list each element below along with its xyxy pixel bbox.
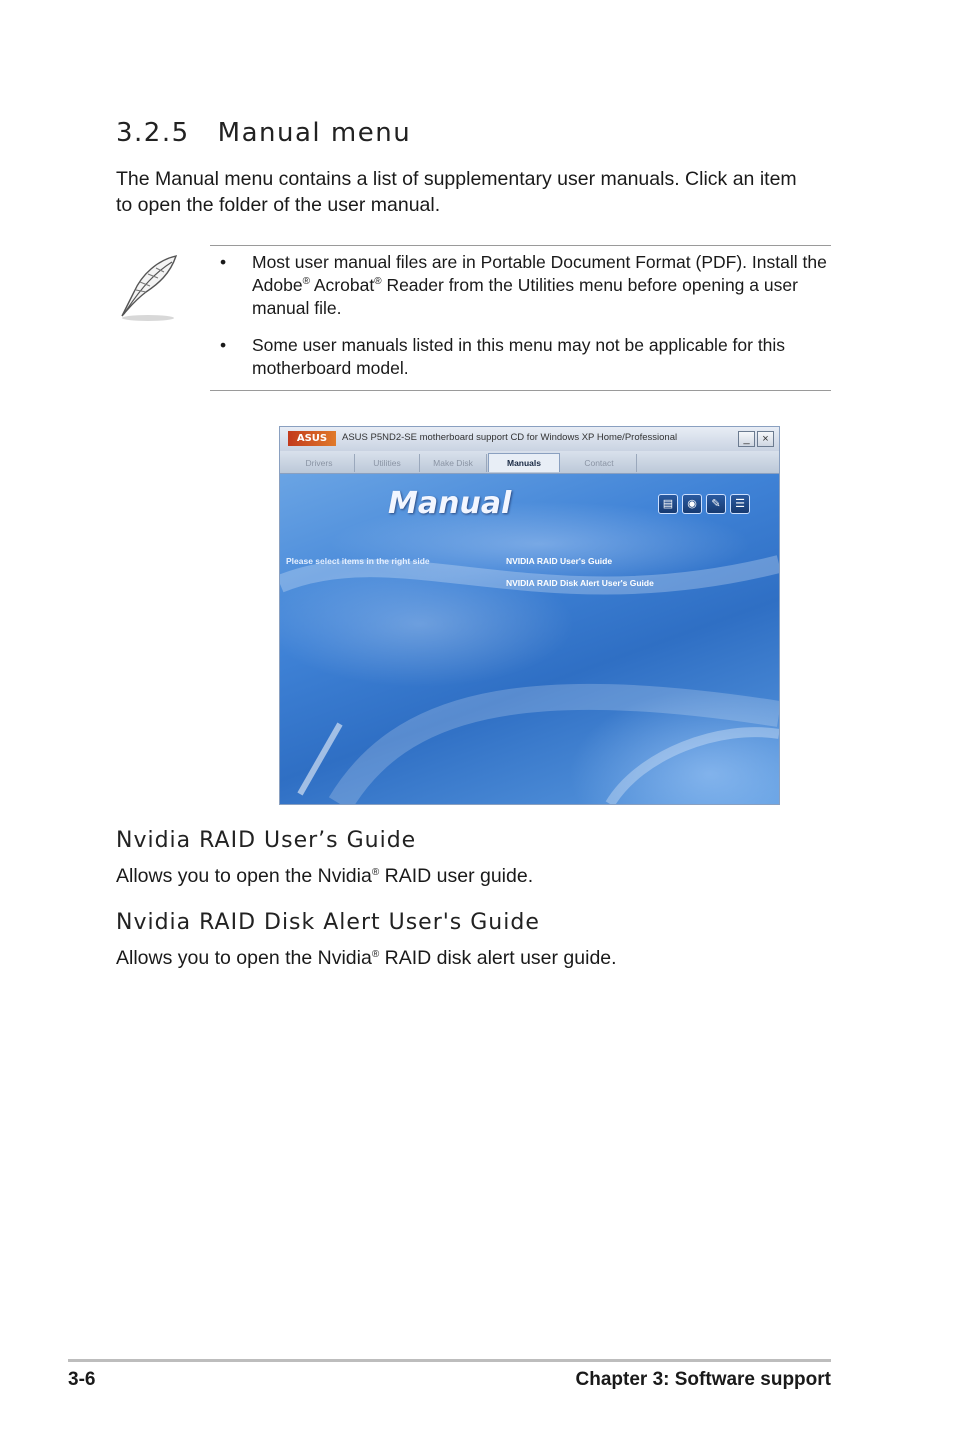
- browse-cd-icon[interactable]: ◉: [682, 494, 702, 514]
- tab-utilities[interactable]: Utilities: [355, 454, 420, 472]
- footer-rule: [68, 1359, 831, 1362]
- section-heading: [116, 118, 411, 148]
- section-number: 3.2.5: [116, 118, 190, 148]
- asus-logo: ASUS: [288, 431, 336, 446]
- guide-heading: Nvidia RAID Disk Alert User's Guide: [116, 910, 540, 935]
- chapter-title: Chapter 3: Software support: [575, 1369, 831, 1390]
- window-title: ASUS P5ND2-SE motherboard support CD for Windows XP Home/Professional: [342, 432, 678, 443]
- window-titlebar: [280, 427, 779, 451]
- guide-heading: Nvidia RAID User’s Guide: [116, 828, 417, 853]
- intro-paragraph: The Manual menu contains a list of supplementary user manuals. Click an item to open the folder of the user manual.: [116, 168, 797, 216]
- note-item: • Some user manuals listed in this menu may not be applicable for this motherboard model.: [214, 334, 834, 380]
- background-swirl: [280, 474, 779, 804]
- guide-description: Allows you to open the Nvidia® RAID user guide.: [116, 865, 534, 887]
- nvidia-raid-guide-link[interactable]: NVIDIA RAID User's Guide: [506, 556, 613, 566]
- section-title: Manual menu: [217, 118, 412, 148]
- nvidia-raid-alert-guide-link[interactable]: NVIDIA RAID Disk Alert User's Guide: [506, 578, 654, 588]
- note-top-rule: [210, 245, 831, 246]
- tab-bar: [280, 451, 779, 474]
- select-hint: Please select items in the right side: [286, 556, 430, 566]
- note-list: [214, 251, 834, 394]
- tools-icon[interactable]: ✎: [706, 494, 726, 514]
- minimize-button[interactable]: _: [738, 431, 755, 447]
- page-number: 3-6: [68, 1369, 96, 1390]
- tab-make-disk[interactable]: Make Disk: [420, 454, 487, 472]
- file-list-icon[interactable]: ☰: [730, 494, 750, 514]
- feather-pen-icon: [112, 252, 184, 324]
- tab-manuals[interactable]: Manuals: [488, 453, 560, 472]
- tab-drivers[interactable]: Drivers: [284, 454, 355, 472]
- manual-heading: Manual: [388, 486, 512, 521]
- support-cd-window: [279, 426, 780, 805]
- close-button[interactable]: ×: [757, 431, 774, 447]
- note-item: • Most user manual files are in Portable Document Format (PDF). Install the Adobe® Acrobat® Reader from the Utilities menu before opening a user manual file.: [214, 251, 834, 320]
- motherboard-info-icon[interactable]: ▤: [658, 494, 678, 514]
- note-bottom-rule: [210, 390, 831, 391]
- guide-description: Allows you to open the Nvidia® RAID disk alert user guide.: [116, 947, 617, 969]
- manual-panel: [280, 474, 779, 804]
- tab-contact[interactable]: Contact: [562, 454, 637, 472]
